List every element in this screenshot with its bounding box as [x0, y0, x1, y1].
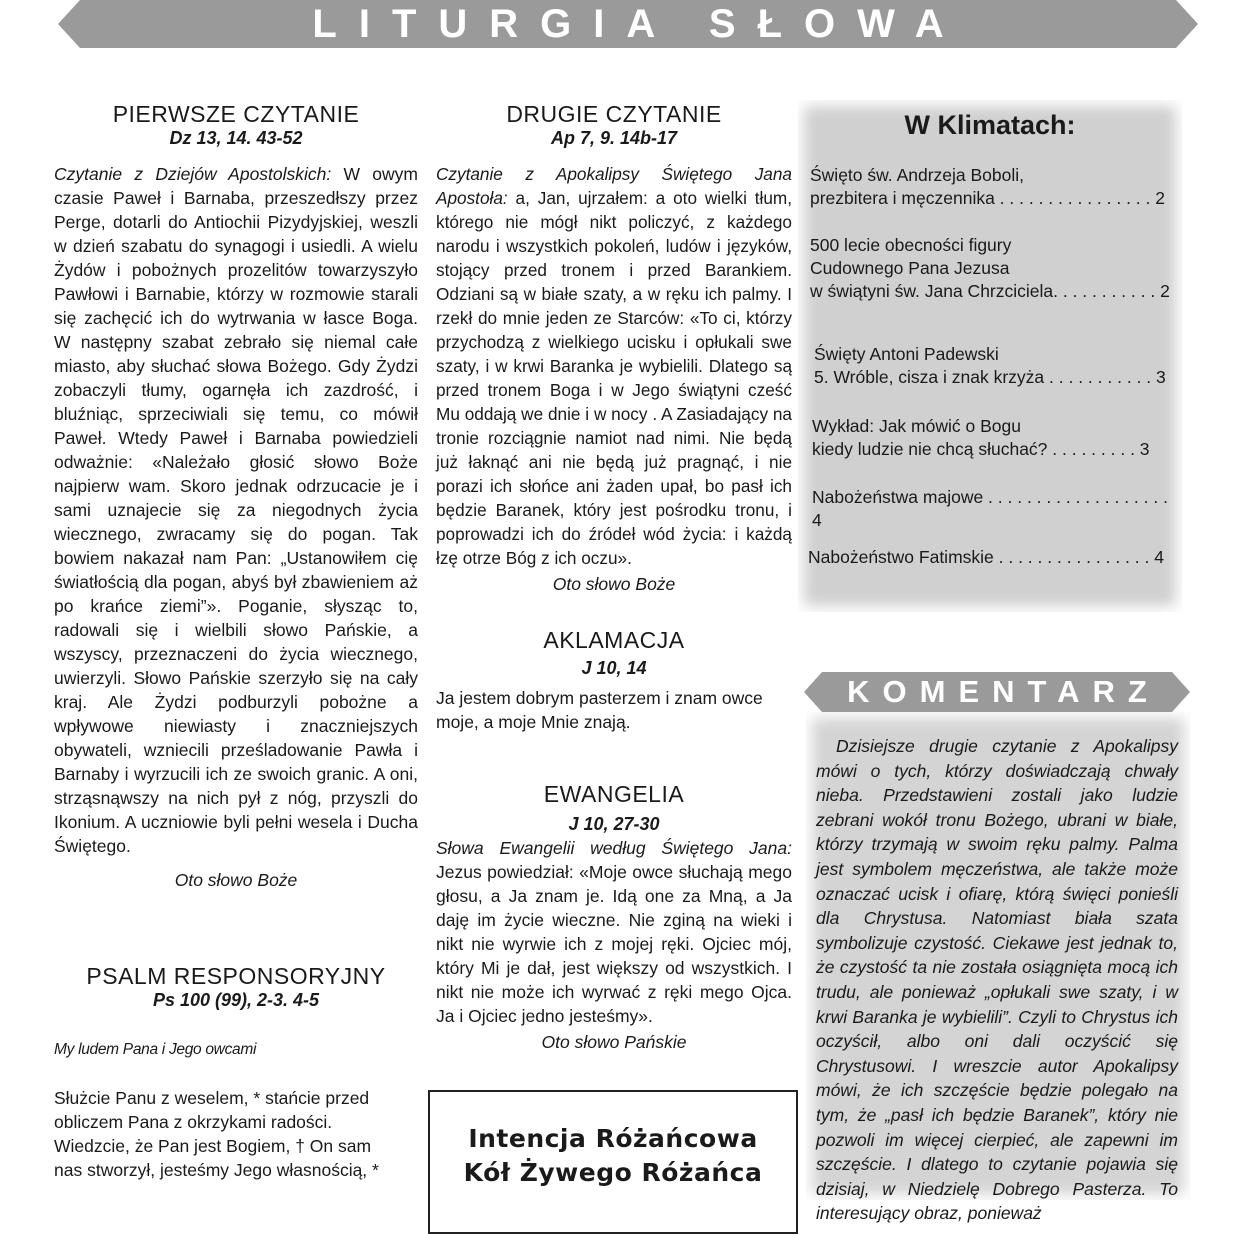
gospel-end: Oto słowo Pańskie — [541, 1032, 687, 1052]
second-reading-intro: Czytanie z Apokalipsy Świętego Jana Apostoła: — [436, 164, 792, 208]
gospel-title: EWANGELIA — [543, 781, 685, 807]
intencja-box — [428, 1090, 798, 1234]
intencja-line-1: Intencja Różańcowa — [468, 1124, 758, 1153]
komentarz-banner — [804, 672, 1190, 712]
second-reading-ref: Ap 7, 9. 14b-17 — [550, 128, 678, 148]
intencja-line-2: Kół Żywego Różańca — [463, 1158, 763, 1187]
komentarz-box — [806, 712, 1190, 1224]
liturgia-slowa-banner — [58, 0, 1198, 48]
acclamation-ref: J 10, 14 — [581, 658, 647, 678]
second-reading-body — [436, 162, 792, 570]
acclamation-text: Ja jestem dobrym pasterzem i znam owce moje, a moje Mnie znają. — [436, 688, 763, 732]
toc-entry[interactable]: Święto św. Andrzeja Boboli, prezbitera i męczennika . . . . . . . . . . . . . . . . 2 — [810, 165, 1165, 208]
second-reading-end: Oto słowo Boże — [552, 574, 676, 594]
gospel-ref: J 10, 27-30 — [568, 814, 660, 834]
first-reading-ref: Dz 13, 14. 43-52 — [169, 128, 303, 148]
psalm-title: PSALM RESPONSORYJNY — [86, 963, 386, 989]
gospel-body — [436, 836, 792, 1028]
toc-title: W Klimatach: — [904, 110, 1076, 140]
toc-entry[interactable]: Wykład: Jak mówić o Bogu kiedy ludzie nie chcą słuchać? . . . . . . . . . 3 — [812, 416, 1150, 459]
first-reading-end: Oto słowo Boże — [174, 870, 298, 890]
psalm-section — [54, 964, 418, 1182]
toc-entry[interactable]: 500 lecie obecności figury Cudownego Pana Jezusa w świątyni św. Jana Chrzciciela. . . . . . . . . . . 2 — [810, 235, 1170, 301]
second-reading-title: DRUGIE CZYTANIE — [506, 101, 722, 127]
first-reading-title: PIERWSZE CZYTANIE — [112, 101, 360, 127]
komentarz-title: KOMENTARZ — [847, 674, 1160, 709]
psalm-stanza: Służcie Panu z weselem, * stańcie przed obliczem Pana z okrzykami radości. Wiedzcie, że Pan jest Bogiem, † On sam nas stworzył, jesteśmy Jego własnością, * — [54, 1088, 379, 1180]
gospel-section — [436, 782, 792, 1054]
table-of-contents — [798, 100, 1182, 612]
acclamation-title: AKLAMACJA — [543, 627, 685, 653]
gospel-intro: Słowa Ewangelii według Świętego Jana: — [436, 838, 792, 858]
toc-entry[interactable]: Święty Antoni Padewski 5. Wróble, cisza i znak krzyża . . . . . . . . . . . 3 — [814, 344, 1166, 387]
toc-entry[interactable]: Nabożeństwo Fatimskie . . . . . . . . . . . . . . . . 4 — [808, 547, 1164, 567]
intencja-title — [430, 1122, 796, 1190]
second-reading-section — [436, 102, 792, 596]
first-reading-body — [54, 162, 418, 858]
gospel-text: Jezus powiedział: «Moje owce słuchają mego głosu, a Ja znam je. Idą one za Mną, a Ja daję im życie wieczne. Nie zginą na wieki i nikt nie wyrwie ich z mojej ręki. Ojciec mój, który Mi je dał, jest większy od wszystkich. I nikt nie może ich wyrwać z ręki mego Ojca. Ja i Ojciec jedno jesteśmy». — [436, 862, 792, 1026]
komentarz-text: Dzisiejsze drugie czytanie z Apokalipsy mówi o tych, którzy doświadczają chwały nieba. Przedstawieni zostali jako ludzie zebrani wokół tronu Bożego, ubrani w białe, którzy trzymają w swoim ręku palmy. Palma jest symbolem męczeństwa, ale także może oznaczać ucisk i ofiarę, którą święci ponieśli dla Chrystusa. Natomiast biała szata symbolizuje czystość. Ciekawe jest jednak to, że czystość ta nie została osiągnięta mocą ich trudu, ale ponieważ „opłukali swe szaty, i w krwi Baranka je wybielili”. Czyli to Chrystus ich oczyścił, albo oni dali oczyścić się Chrystusowi. I wreszcie autor Apokalipsy mówi, że ich szczęście będzie polegało na tym, że „pasł ich będzie Baranek”, który nie pozwoli im więcej cierpieć, ale zapewni im szczęście. I dlatego to czytanie pojawia się dzisiaj, w Niedzielę Dobrego Pasterza. To interesujący obraz, ponieważ — [816, 736, 1178, 1224]
second-reading-text: a, Jan, ujrzałem: a oto wielki tłum, którego nie mógł nikt policzyć, z każdego narodu i wszystkich pokoleń, ludów i języków, stojący przed tronem i przed Barankiem. Odziani są w białe szaty, a w ręku ich palmy. I rzekł do mnie jeden ze Starców: «To ci, którzy przychodzą z wielkiego ucisku i opłukali swe szaty, i w krwi Baranka je wybielili. Dlatego są przed tronem Boga i w Jego świątyni cześć Mu oddają we dnie i w nocy . A Zasiadający na tronie rozciągnie namiot nad nimi. Nie będą już łaknąć ani nie będą już pragnąć, i nie porazi ich słońce ani żaden upał, bo pasł ich będzie Baranek, który jest pośrodku tronu, i poprowadzi ich do źródeł wód życia: i każdą łzę otrze Bóg z ich oczu». — [436, 188, 792, 568]
first-reading-section — [54, 102, 418, 892]
first-reading-text: W owym czasie Paweł i Barnaba, przeszedłszy przez Perge, dotarli do Antiochii Pizydyjskiej, weszli w dzień szabatu do synagogi i usiedli. A wielu Żydów i pobożnych prozelitów towarzyszyło Pawłowi i Barnabie, którzy w rozmowie starali się zachęcić ich do wytrwania w łasce Boga. W następny szabat zebrało się niemal całe miasto, aby słuchać słowa Bożego. Gdy Żydzi zobaczyli tłumy, ogarnęła ich zazdrość, i bluźniąc, sprzeciwiali się temu, co mówił Paweł. Wtedy Paweł i Barnaba powiedzieli odważnie: «Należało głosić słowo Boże najpierw wam. Skoro jednak odrzucacie je i sami uznajecie się za niegodnych życia wiecznego, zwracamy się do pogan. Tak bowiem nakazał nam Pan: „Ustanowiłem cię światłością dla pogan, abyś był zbawieniem aż po krańce ziemi”». Poganie, słysząc to, radowali się i wielbili słowo Pańskie, a wszyscy, przeznaczeni do życia wiecznego, uwierzyli. Słowo Pańskie szerzyło się na cały kraj. Ale Żydzi podburzyli pobożne a wpływowe niewiasty i znaczniejszych obywateli, wzniecili prześladowanie Pawła i Barnaby i wyrzucili ich ze swoich granic. A oni, strząsnąwszy na nich pył z nóg, przyszli do Ikonium. A uczniowie byli pełni wesela i Ducha Świętego. — [54, 164, 418, 856]
first-reading-intro: Czytanie z Dziejów Apostolskich: — [54, 164, 332, 184]
banner-title: LITURGIA SŁOWA — [312, 2, 966, 46]
acclamation-section — [436, 628, 792, 734]
psalm-ref: Ps 100 (99), 2-3. 4-5 — [152, 990, 320, 1010]
psalm-response: My ludem Pana i Jego owcami — [54, 1041, 257, 1058]
toc-entry[interactable]: Nabożeństwa majowe . . . . . . . . . . . . . . . . . . . 4 — [812, 487, 1168, 530]
